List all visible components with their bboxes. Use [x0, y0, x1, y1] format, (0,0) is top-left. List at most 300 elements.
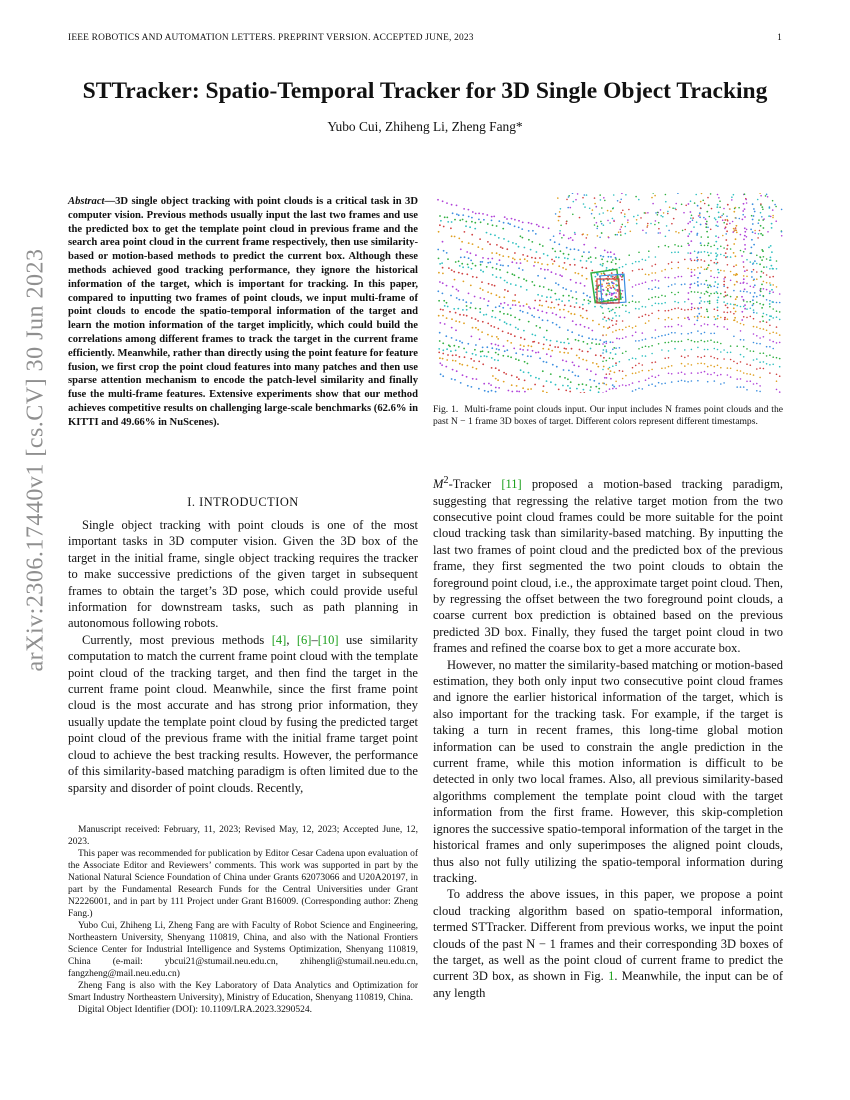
- point: [622, 210, 624, 212]
- point: [766, 346, 768, 348]
- point: [542, 245, 544, 247]
- point: [497, 338, 499, 340]
- point: [687, 235, 689, 237]
- point: [710, 276, 712, 278]
- point: [642, 347, 644, 349]
- point: [612, 388, 614, 390]
- point: [601, 223, 603, 225]
- point: [616, 285, 618, 287]
- point: [463, 348, 465, 350]
- point: [668, 277, 670, 279]
- point: [736, 386, 738, 388]
- point: [769, 354, 771, 356]
- point: [622, 304, 624, 306]
- point: [531, 257, 533, 259]
- point: [761, 216, 763, 218]
- point: [647, 212, 649, 214]
- point: [720, 317, 722, 319]
- point: [578, 273, 580, 275]
- point: [528, 345, 530, 347]
- point: [628, 254, 630, 256]
- point: [678, 292, 680, 294]
- point: [548, 306, 550, 308]
- point: [758, 233, 760, 235]
- point: [549, 344, 551, 346]
- citation-link-6[interactable]: [6]: [296, 632, 312, 647]
- point: [535, 257, 537, 259]
- point: [535, 377, 537, 379]
- point: [714, 308, 716, 310]
- point: [753, 309, 755, 311]
- point: [625, 305, 627, 307]
- point: [586, 310, 588, 312]
- point: [490, 325, 492, 327]
- point: [570, 237, 572, 239]
- point: [761, 271, 763, 273]
- point: [460, 257, 462, 259]
- point: [779, 358, 781, 360]
- point: [727, 303, 729, 305]
- point: [444, 323, 446, 325]
- point: [533, 316, 535, 318]
- point: [520, 235, 522, 237]
- point: [452, 286, 454, 288]
- point: [745, 199, 747, 201]
- point: [622, 290, 624, 292]
- point: [667, 213, 669, 215]
- point: [766, 321, 768, 323]
- point: [566, 199, 568, 201]
- point: [447, 306, 449, 308]
- point: [678, 245, 680, 247]
- point: [452, 360, 454, 362]
- point: [503, 296, 505, 298]
- point: [507, 340, 509, 342]
- point: [598, 391, 600, 393]
- point: [456, 297, 458, 299]
- point: [750, 308, 752, 310]
- point: [506, 218, 508, 220]
- point: [530, 249, 532, 251]
- point: [516, 262, 518, 264]
- point: [574, 233, 576, 235]
- point: [461, 364, 463, 366]
- point: [564, 377, 566, 379]
- point: [546, 296, 548, 298]
- point: [567, 352, 569, 354]
- point: [593, 380, 595, 382]
- point: [602, 392, 604, 393]
- point: [671, 284, 673, 286]
- point: [632, 263, 634, 265]
- point: [538, 317, 540, 319]
- point: [707, 252, 709, 254]
- point: [707, 349, 709, 351]
- point: [668, 317, 670, 319]
- point: [522, 254, 524, 256]
- point: [697, 347, 699, 349]
- point: [627, 222, 629, 224]
- point: [510, 342, 512, 344]
- point: [750, 364, 752, 366]
- point: [715, 252, 717, 254]
- point: [700, 224, 702, 226]
- point: [727, 294, 729, 296]
- point: [678, 302, 680, 304]
- point: [558, 220, 560, 222]
- point: [466, 351, 468, 353]
- point: [586, 194, 588, 196]
- point: [512, 242, 514, 244]
- point: [466, 251, 468, 253]
- point: [456, 289, 458, 291]
- point: [625, 385, 627, 387]
- point: [478, 361, 480, 363]
- figure-link-1[interactable]: 1: [608, 969, 615, 984]
- point: [691, 260, 693, 262]
- point: [540, 268, 542, 270]
- point: [625, 233, 627, 235]
- point: [717, 315, 719, 317]
- point: [585, 384, 587, 386]
- point: [567, 258, 569, 260]
- point: [633, 216, 635, 218]
- point: [485, 314, 487, 316]
- point: [591, 330, 593, 332]
- point: [730, 352, 732, 354]
- point: [606, 320, 608, 322]
- point: [586, 260, 588, 262]
- point: [493, 216, 495, 218]
- point: [750, 261, 752, 263]
- point: [761, 259, 763, 261]
- point: [751, 276, 753, 278]
- point: [588, 251, 590, 253]
- point: [756, 326, 758, 328]
- point: [619, 315, 621, 317]
- point: [753, 342, 755, 344]
- point: [489, 261, 491, 263]
- point: [543, 253, 545, 255]
- point: [729, 223, 731, 225]
- point: [572, 239, 574, 241]
- point: [459, 321, 461, 323]
- point: [523, 330, 525, 332]
- point: [471, 268, 473, 270]
- point: [740, 339, 742, 341]
- point: [564, 304, 566, 306]
- point: [594, 224, 596, 226]
- point: [542, 348, 544, 350]
- point: [706, 221, 708, 223]
- point: [743, 356, 745, 358]
- point: [611, 293, 613, 295]
- point: [671, 292, 673, 294]
- point: [442, 358, 444, 360]
- point: [638, 252, 640, 254]
- point: [495, 378, 497, 380]
- point: [781, 231, 783, 233]
- point: [750, 316, 752, 318]
- point: [534, 384, 536, 386]
- point: [557, 197, 559, 199]
- point: [570, 207, 572, 209]
- point: [753, 351, 755, 353]
- point: [714, 217, 716, 219]
- point: [586, 360, 588, 362]
- point: [582, 359, 584, 361]
- point: [704, 283, 706, 285]
- point: [743, 251, 745, 253]
- point: [681, 284, 683, 286]
- point: [696, 234, 698, 236]
- point: [550, 381, 552, 383]
- point: [572, 297, 574, 299]
- point: [742, 214, 744, 216]
- point: [491, 252, 493, 254]
- point: [546, 392, 548, 393]
- point: [740, 330, 742, 332]
- point: [558, 257, 560, 259]
- point: [760, 195, 762, 197]
- point: [700, 325, 702, 327]
- right-p1-text-b: proposed a motion-based tracking paradigm, suggesting that regressing the relative target motion from the two consecutive point cloud frames could be more suitable for the point cloud tracking task than similarity-based matching. By inputting the last two frames of point cloud and the predicted box of the previous frame, they first segmented the two point clouds to obtain the foreground point cloud, i.e., the approximate target point cloud. Then, by regressing the offset between the two foreground point clouds, a coarse current box prediction is obtained based on the previous predicted 3D box. Finally, they fused the target point cloud in two frames and refined the coarse box to get a more accurate box.: [433, 477, 784, 656]
- point: [750, 229, 752, 231]
- point: [573, 364, 575, 366]
- point: [492, 375, 494, 377]
- point: [646, 226, 648, 228]
- point: [674, 294, 676, 296]
- point: [458, 260, 460, 262]
- point: [761, 284, 763, 286]
- point: [740, 323, 742, 325]
- point: [735, 298, 737, 300]
- point: [710, 333, 712, 335]
- point: [683, 212, 685, 214]
- point: [638, 348, 640, 350]
- point: [719, 200, 721, 202]
- point: [697, 277, 699, 279]
- point: [642, 283, 644, 285]
- point: [704, 355, 706, 357]
- point: [470, 307, 472, 309]
- point: [546, 330, 548, 332]
- point: [503, 381, 505, 383]
- point: [671, 332, 673, 334]
- point: [622, 320, 624, 322]
- point: [547, 320, 549, 322]
- point: [776, 316, 778, 318]
- point: [723, 326, 725, 328]
- point: [603, 341, 605, 343]
- point: [714, 245, 716, 247]
- point: [766, 363, 768, 365]
- point: [442, 375, 444, 377]
- point: [503, 345, 505, 347]
- point: [510, 356, 512, 358]
- point: [450, 227, 452, 229]
- point: [757, 199, 759, 201]
- point: [610, 276, 612, 278]
- point: [756, 271, 758, 273]
- point: [717, 277, 719, 279]
- point: [706, 309, 708, 311]
- point: [575, 291, 577, 293]
- point: [754, 230, 756, 232]
- point: [566, 221, 568, 223]
- citation-link-11[interactable]: [11]: [501, 477, 522, 492]
- point: [595, 292, 597, 294]
- arxiv-identifier[interactable]: arXiv:2306.17440v1 [cs.CV] 30 Jun 2023: [22, 248, 49, 672]
- point: [714, 372, 716, 374]
- point: [529, 308, 531, 310]
- point: [608, 283, 610, 285]
- point: [750, 286, 752, 288]
- point: [763, 336, 765, 338]
- point: [469, 226, 471, 228]
- point: [488, 383, 490, 385]
- point: [658, 343, 660, 345]
- point: [607, 288, 609, 290]
- point: [438, 272, 440, 274]
- right-column-body: [433, 473, 783, 1001]
- point: [613, 292, 615, 294]
- point: [462, 214, 464, 216]
- point: [640, 217, 642, 219]
- point: [664, 269, 666, 271]
- point: [690, 284, 692, 286]
- abstract: [68, 195, 418, 430]
- point: [565, 361, 567, 363]
- point: [533, 307, 535, 309]
- point: [570, 290, 572, 292]
- point: [526, 289, 528, 291]
- point: [723, 278, 725, 280]
- point: [503, 313, 505, 315]
- point: [776, 380, 778, 382]
- point: [714, 366, 716, 368]
- point: [638, 301, 640, 303]
- point: [495, 391, 497, 393]
- point: [723, 270, 725, 272]
- point: [569, 264, 571, 266]
- point: [546, 361, 548, 363]
- point: [651, 369, 653, 371]
- point: [609, 367, 611, 369]
- point: [694, 269, 696, 271]
- point: [541, 311, 543, 313]
- point: [455, 350, 457, 352]
- point: [752, 231, 754, 233]
- point: [716, 291, 718, 293]
- point: [617, 289, 619, 291]
- point: [645, 314, 647, 316]
- point: [700, 363, 702, 365]
- point: [518, 391, 520, 393]
- point: [700, 207, 702, 209]
- point: [591, 213, 593, 215]
- point: [715, 225, 717, 227]
- point: [459, 363, 461, 365]
- point: [440, 373, 442, 375]
- point: [690, 258, 692, 260]
- point: [613, 386, 615, 388]
- point: [498, 369, 500, 371]
- point: [542, 390, 544, 392]
- point: [671, 365, 673, 367]
- point: [579, 349, 581, 351]
- point: [674, 348, 676, 350]
- point: [496, 336, 498, 338]
- point: [781, 235, 783, 237]
- point: [700, 372, 702, 374]
- point: [511, 391, 513, 393]
- point: [567, 207, 569, 209]
- point: [674, 283, 676, 285]
- citation-link-10[interactable]: [10]: [317, 632, 339, 647]
- point: [541, 263, 543, 265]
- point: [611, 261, 613, 263]
- point: [580, 392, 582, 393]
- point: [482, 257, 484, 259]
- point: [453, 271, 455, 273]
- point: [558, 389, 560, 391]
- point: [475, 354, 477, 356]
- point: [740, 370, 742, 372]
- point: [655, 279, 657, 281]
- point: [635, 325, 637, 327]
- point: [590, 256, 592, 258]
- point: [720, 216, 722, 218]
- point: [761, 206, 763, 208]
- point: [619, 329, 621, 331]
- point: [615, 296, 617, 298]
- citation-link-4[interactable]: [4]: [271, 632, 287, 647]
- point: [518, 220, 520, 222]
- point: [759, 337, 761, 339]
- point: [446, 217, 448, 219]
- point: [700, 307, 702, 309]
- point: [772, 209, 774, 211]
- point: [756, 335, 758, 337]
- point: [687, 268, 689, 270]
- point: [462, 219, 464, 221]
- point: [730, 256, 732, 258]
- point: [475, 265, 477, 267]
- point: [638, 340, 640, 342]
- point: [664, 358, 666, 360]
- point: [763, 361, 765, 363]
- point: [768, 247, 770, 249]
- point: [772, 364, 774, 366]
- point: [522, 269, 524, 271]
- point: [543, 385, 545, 387]
- point: [695, 194, 697, 196]
- point: [726, 230, 728, 232]
- point: [700, 283, 702, 285]
- point: [678, 267, 680, 269]
- point: [648, 346, 650, 348]
- point: [753, 303, 755, 305]
- point: [658, 382, 660, 384]
- point: [612, 358, 614, 360]
- point: [697, 281, 699, 283]
- paper-title: STTracker: Spatio-Temporal Tracker for 3D Single Object Tracking: [82, 78, 768, 104]
- point: [536, 224, 538, 226]
- point: [746, 373, 748, 375]
- point: [442, 200, 444, 202]
- point: [743, 386, 745, 388]
